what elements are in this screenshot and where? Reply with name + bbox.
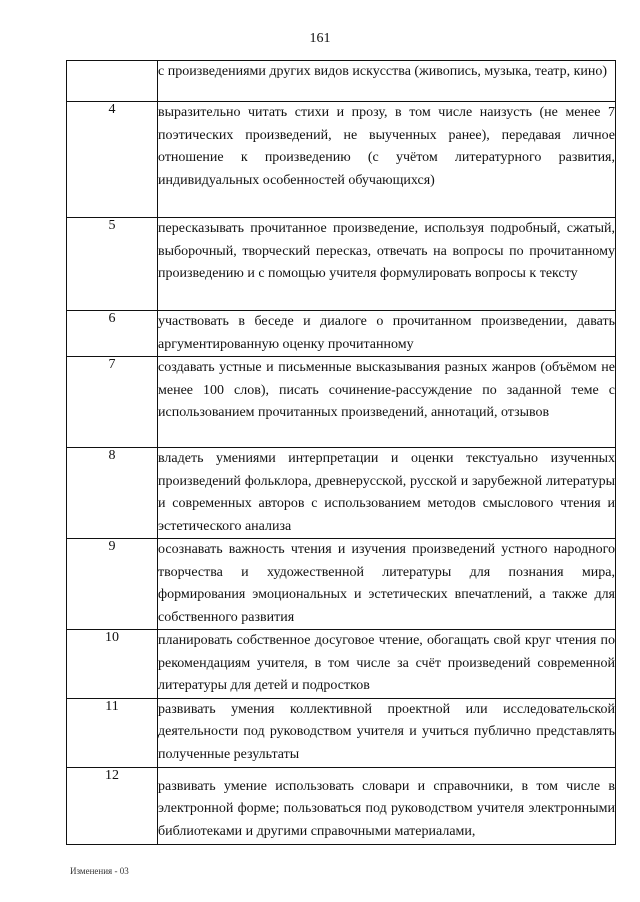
row-number: 11 xyxy=(67,698,158,767)
table-row xyxy=(67,698,616,767)
table-row xyxy=(67,630,616,699)
table-row xyxy=(67,448,616,539)
row-number: 7 xyxy=(67,357,158,448)
row-text: участвовать в беседе и диалоге о прочитанном произведении, давать аргументированную оценку прочитанному xyxy=(158,311,616,357)
table-row xyxy=(67,767,616,844)
row-text: планировать собственное досуговое чтение, обогащать свой круг чтения по рекомендациям учителя, в том числе за счёт произведений современной литературы для детей и подростков xyxy=(158,630,616,699)
row-text: создавать устные и письменные высказывания разных жанров (объёмом не менее 100 слов), писать сочинение-рассуждение по заданной теме с использованием прочитанных произведений, аннотаций, отзывов xyxy=(158,357,616,448)
row-number: 8 xyxy=(67,448,158,539)
table-row xyxy=(67,218,616,311)
row-text: осознавать важность чтения и изучения произведений устного народного творчества и художественной литературы для познания мира, формирования эмоциональных и эстетических впечатлений, а также для собственного развития xyxy=(158,539,616,630)
table-row xyxy=(67,102,616,218)
row-text: владеть умениями интерпретации и оценки текстуально изученных произведений фольклора, древнерусской, русской и зарубежной литературы и современных авторов с использованием методов смыслового чтения и эстетического анализа xyxy=(158,448,616,539)
outcomes-table xyxy=(66,60,616,845)
page-number: 161 xyxy=(309,31,331,46)
table-row xyxy=(67,357,616,448)
row-text: развивать умение использовать словари и справочники, в том числе в электронной форме; пользоваться под руководством учителя электронными библиотеками и другими справочными материалами, xyxy=(158,767,616,844)
row-number: 10 xyxy=(67,630,158,699)
row-number: 5 xyxy=(67,218,158,311)
row-number: 9 xyxy=(67,539,158,630)
row-number: 12 xyxy=(67,767,158,844)
row-text: пересказывать прочитанное произведение, используя подробный, сжатый, выборочный, творческий пересказ, отвечать на вопросы по прочитанному произведению и с помощью учителя формулировать вопросы к тексту xyxy=(158,218,616,311)
row-number: 6 xyxy=(67,311,158,357)
row-text: выразительно читать стихи и прозу, в том числе наизусть (не менее 7 поэтических произведений, не выученных ранее), передавая личное отношение к произведению (с учётом литературного развития, индивидуальных особенностей обучающихся) xyxy=(158,102,616,218)
row-text: развивать умения коллективной проектной или исследовательской деятельности под руководством учителя и учиться публично представлять полученные результаты xyxy=(158,698,616,767)
table-row xyxy=(67,311,616,357)
row-number xyxy=(67,61,158,102)
table-row xyxy=(67,61,616,102)
revision-footer: Изменения - 03 xyxy=(70,866,129,876)
table-row xyxy=(67,539,616,630)
row-text: с произведениями других видов искусства (живопись, музыка, театр, кино) xyxy=(158,61,616,102)
row-number: 4 xyxy=(67,102,158,218)
